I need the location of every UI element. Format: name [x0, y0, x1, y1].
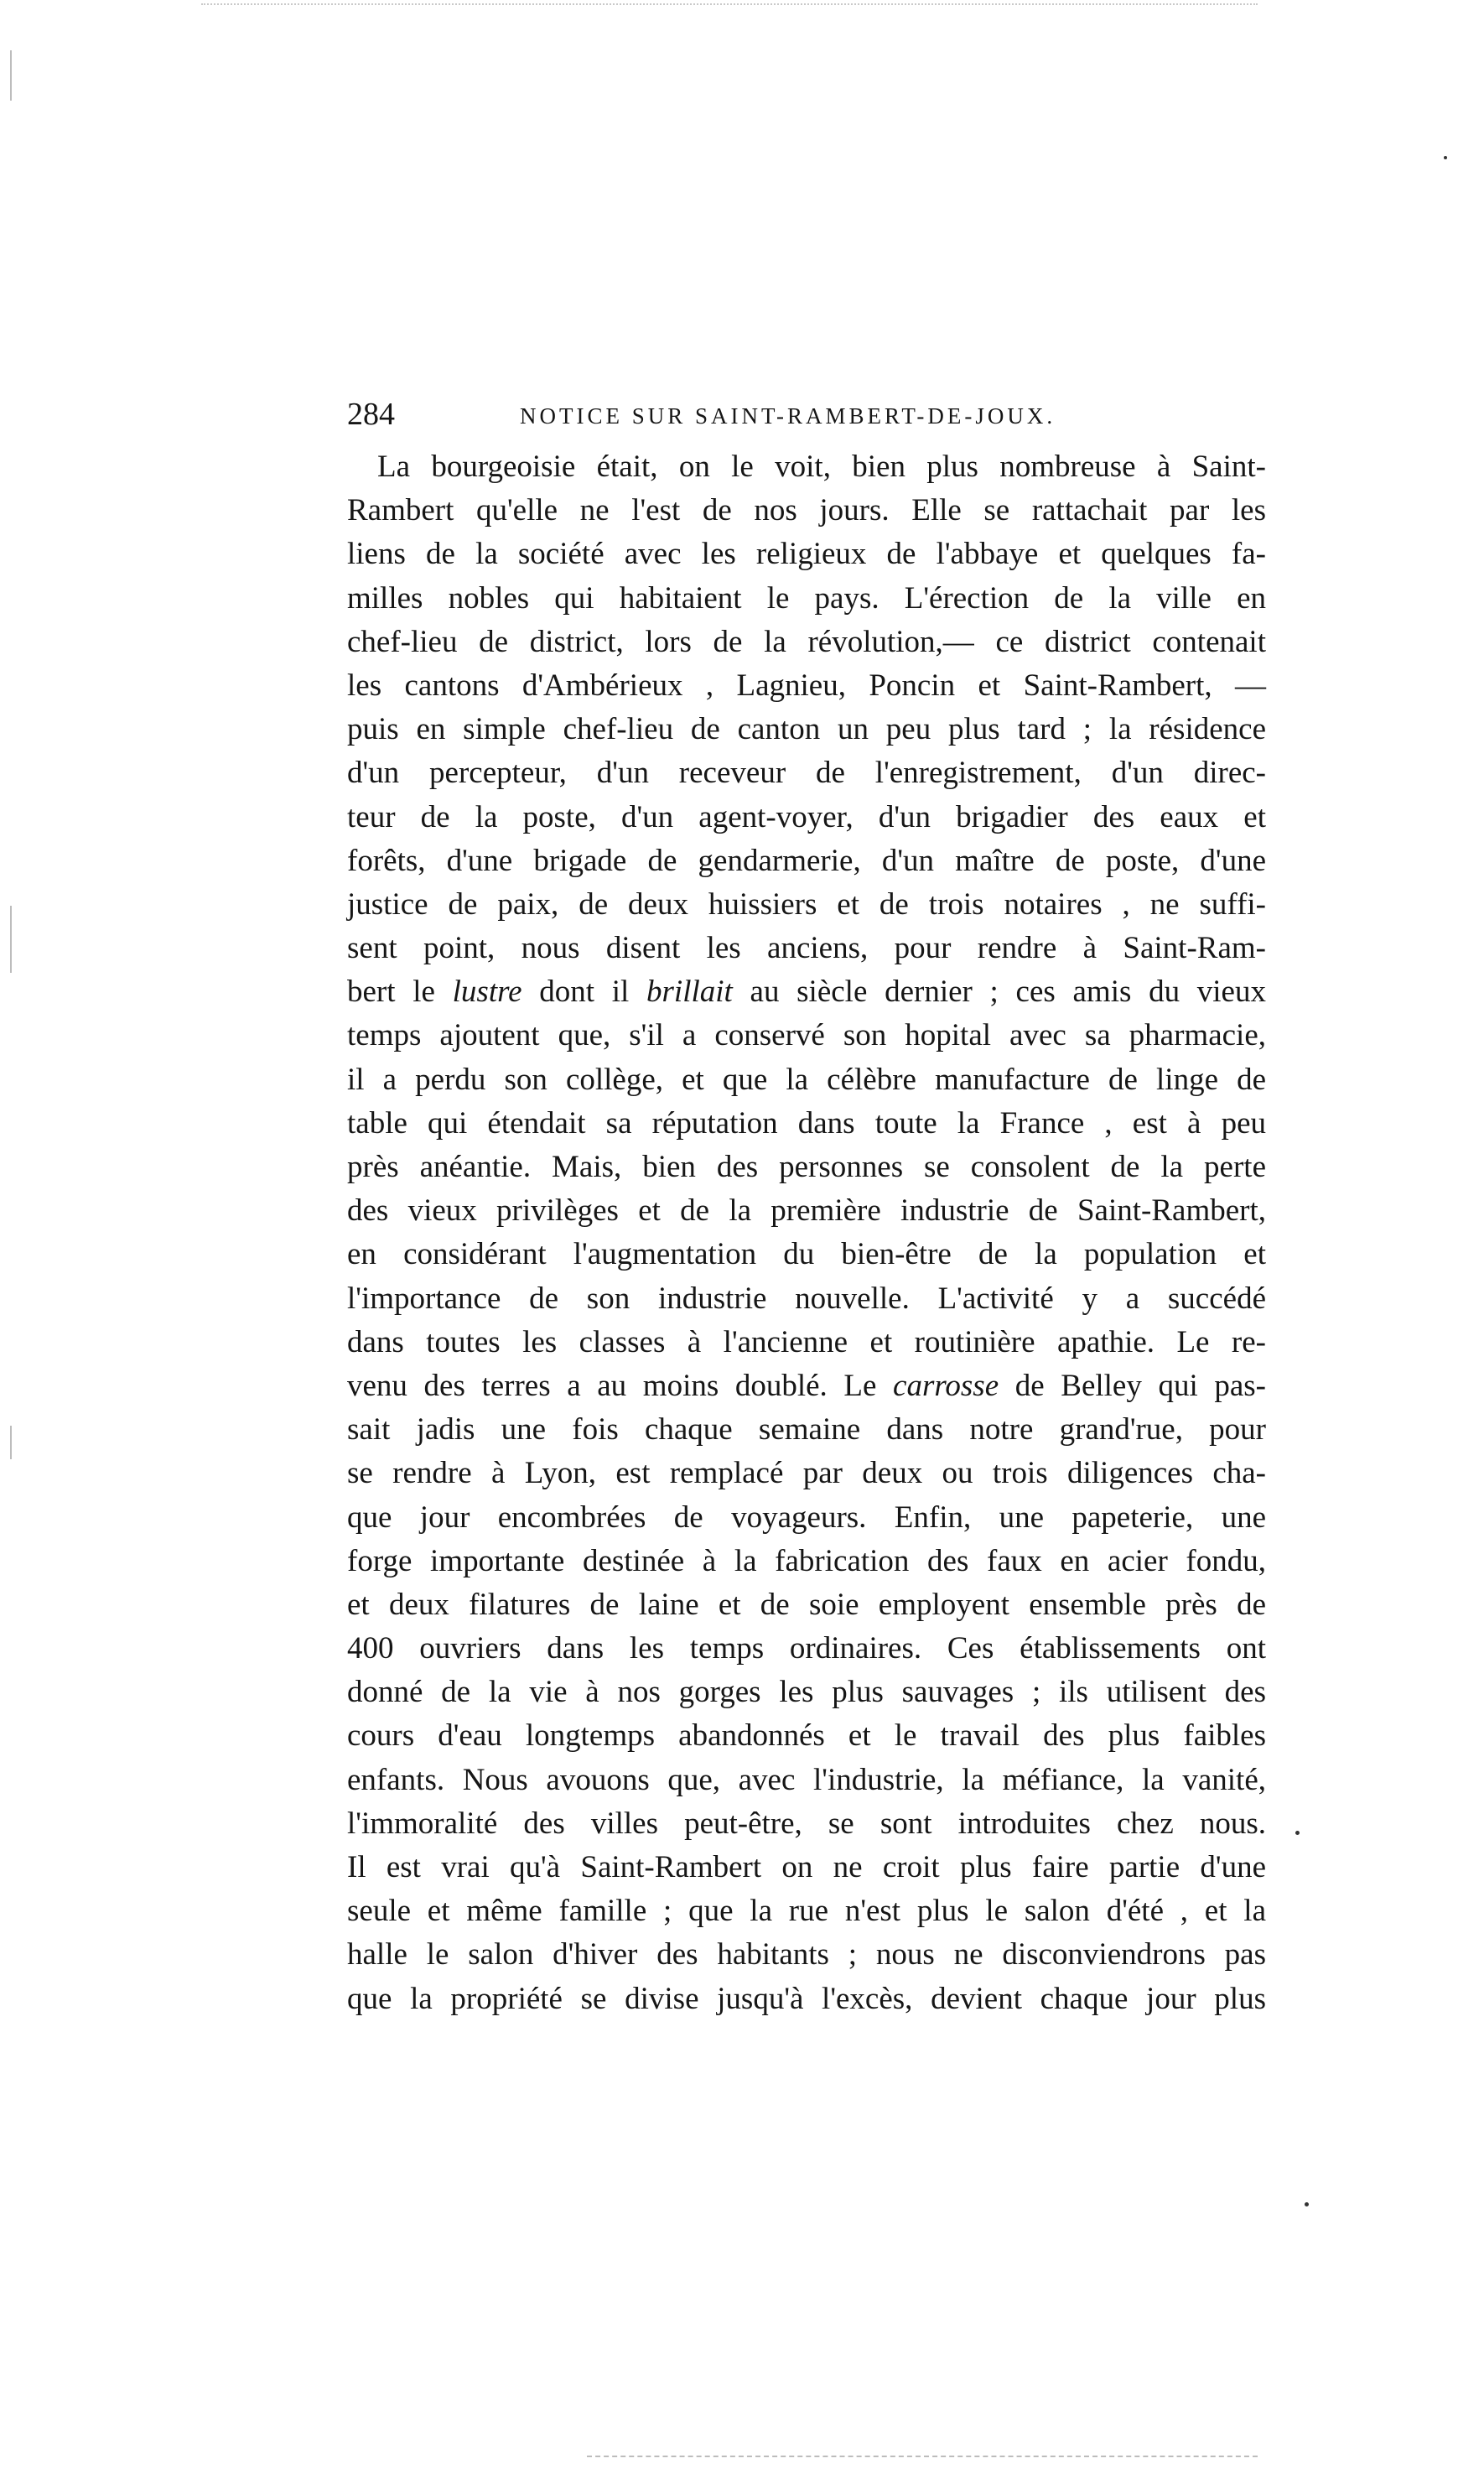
text-line: près anéantie. Mais, bien des personnes se consolent de la perte — [347, 1150, 1266, 1184]
page-number: 284 — [347, 397, 395, 432]
italic-word: lustre — [452, 975, 522, 1010]
text-line: l'importance de son industrie nouvelle. L'activité y a succédé — [347, 1281, 1266, 1316]
text-segment: de Belley qui pas- — [999, 1368, 1266, 1403]
text-line: 400 ouvriers dans les temps ordinaires. Ces établissements ont — [347, 1631, 1266, 1666]
text-line — [347, 970, 1266, 1014]
text-line: forêts, d'une brigade de gendarmerie, d'un maître de poste, d'une — [347, 843, 1266, 878]
text-segment: bert le — [347, 975, 453, 1010]
left-edge-mark — [10, 50, 12, 101]
text-line: seule et même famille ; que la rue n'est plus le salon d'été , et la — [347, 1894, 1266, 1929]
italic-word: brillait — [646, 975, 733, 1010]
top-edge-rule — [201, 3, 1258, 5]
text-line: sent point, nous disent les anciens, pour rendre à Saint-Ram- — [347, 931, 1266, 966]
text-line: il a perdu son collège, et que la célèbre manufacture de linge de — [347, 1062, 1266, 1097]
text-line: justice de paix, de deux huissiers et de trois notaires , ne suffi- — [347, 886, 1266, 922]
italic-word: carrosse — [893, 1368, 999, 1403]
text-line: teur de la poste, d'un agent-voyer, d'un brigadier des eaux et — [347, 799, 1266, 834]
text-line: des vieux privilèges et de la première industrie de Saint-Rambert, — [347, 1193, 1266, 1229]
text-line: se rendre à Lyon, est remplacé par deux ou trois diligences cha- — [347, 1456, 1266, 1491]
text-line: halle le salon d'hiver des habitants ; nous ne disconviendrons pas — [347, 1937, 1266, 1972]
text-line: La bourgeoisie était, on le voit, bien plus nombreuse à Saint- — [377, 450, 1266, 484]
margin-speck — [1444, 156, 1447, 159]
text-line: donné de la vie à nos gorges les plus sauvages ; ils utilisent des — [347, 1675, 1266, 1710]
text-line: en considérant l'augmentation du bien-être de la population et — [347, 1237, 1266, 1272]
left-edge-mark — [10, 906, 12, 973]
left-edge-mark — [10, 1426, 12, 1459]
text-line: sait jadis une fois chaque semaine dans notre grand'rue, pour — [347, 1412, 1266, 1447]
text-line: l'immoralité des villes peut-être, se sont introduites chez nous. — [347, 1806, 1266, 1841]
text-line: cours d'eau longtemps abandonnés et le travail des plus faibles — [347, 1718, 1266, 1754]
text-line: Rambert qu'elle ne l'est de nos jours. Elle se rattachait par les — [347, 493, 1266, 528]
text-line: d'un percepteur, d'un receveur de l'enregistrement, d'un direc- — [347, 756, 1266, 791]
margin-speck — [1295, 1831, 1300, 1835]
page-header — [347, 391, 1266, 438]
text-line: et deux filatures de laine et de soie employent ensemble près de — [347, 1587, 1266, 1622]
text-segment: venu des terres a au moins doublé. Le — [347, 1368, 894, 1403]
text-segment: dont il — [521, 975, 647, 1010]
text-line: temps ajoutent que, s'il a conservé son hopital avec sa pharmacie, — [347, 1018, 1266, 1053]
text-line: les cantons d'Ambérieux , Lagnieu, Poncin et Saint-Rambert, — — [347, 668, 1266, 703]
running-title: NOTICE SUR SAINT-RAMBERT-DE-JOUX. — [520, 403, 1056, 429]
text-line: liens de la société avec les religieux de l'abbaye et quelques fa- — [347, 537, 1266, 572]
text-line: que la propriété se divise jusqu'à l'excès, devient chaque jour plus — [347, 1981, 1266, 2016]
margin-speck — [1305, 2202, 1309, 2206]
text-line: chef-lieu de district, lors de la révolution,— ce district contenait — [347, 624, 1266, 659]
bottom-edge-rule — [587, 2456, 1258, 2457]
text-segment: au siècle dernier ; ces amis du vieux — [732, 975, 1266, 1010]
text-line: milles nobles qui habitaient le pays. L'érection de la ville en — [347, 580, 1266, 616]
text-line: Il est vrai qu'à Saint-Rambert on ne croit plus faire partie d'une — [347, 1850, 1266, 1884]
text-line: dans toutes les classes à l'ancienne et routinière apathie. Le re- — [347, 1324, 1266, 1359]
text-line: forge importante destinée à la fabrication des faux en acier fondu, — [347, 1543, 1266, 1578]
text-line: que jour encombrées de voyageurs. Enfin, une papeterie, une — [347, 1499, 1266, 1535]
body-text — [347, 445, 1266, 2021]
text-line: enfants. Nous avouons que, avec l'industrie, la méfiance, la vanité, — [347, 1762, 1266, 1797]
text-line — [347, 1364, 1266, 1408]
text-line: table qui étendait sa réputation dans toute la France , est à peu — [347, 1105, 1266, 1141]
text-line: puis en simple chef-lieu de canton un peu plus tard ; la résidence — [347, 712, 1266, 747]
